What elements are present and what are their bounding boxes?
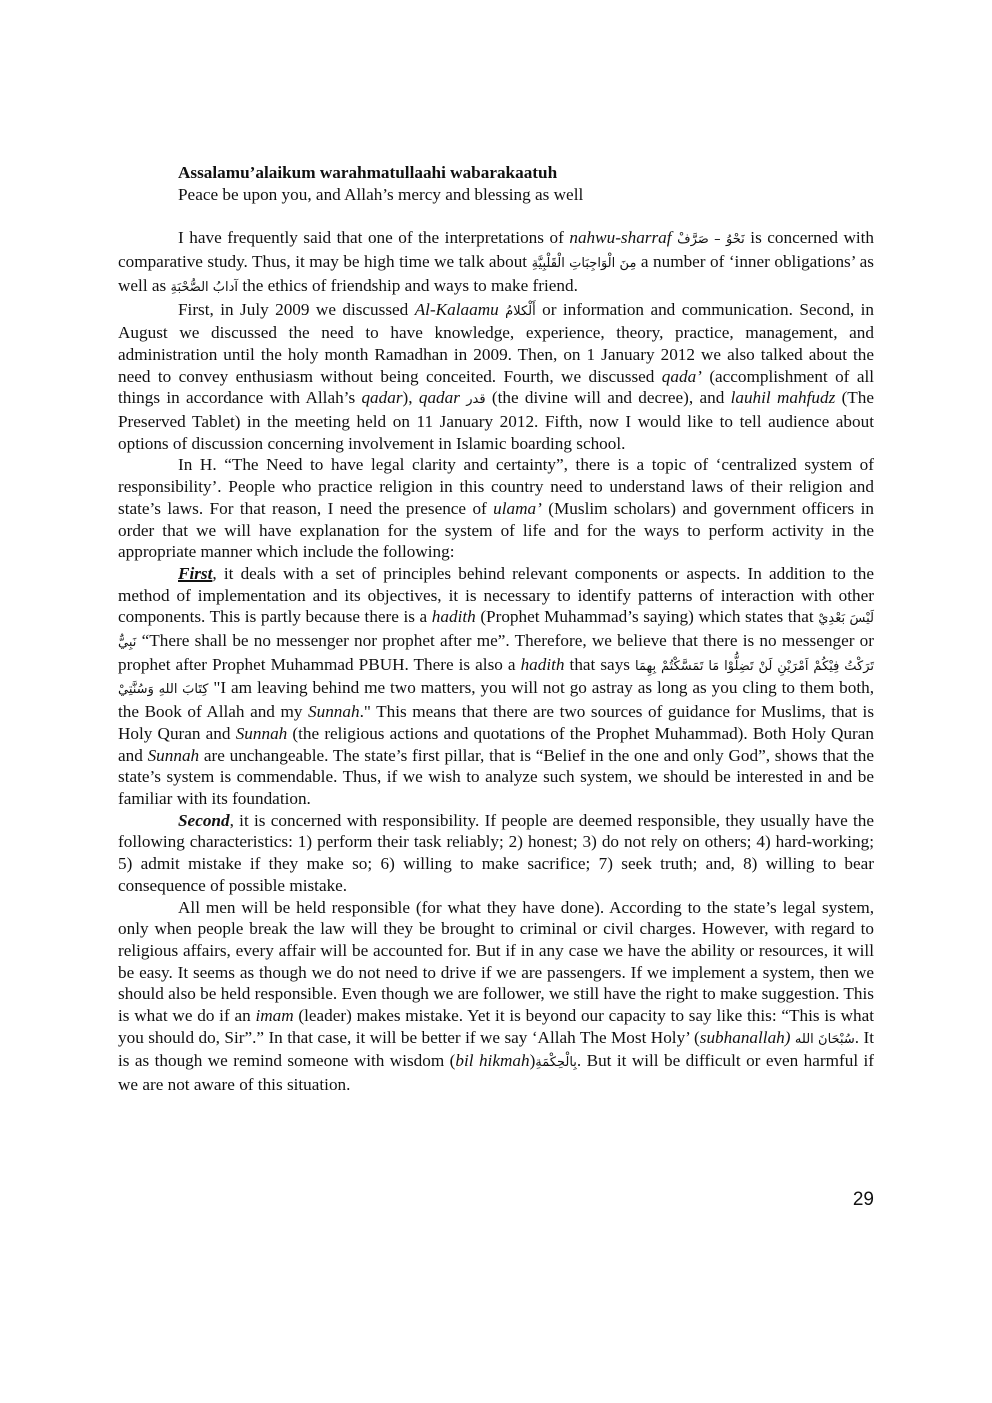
text: (leader) makes mistake. Yet it is beyond our capacity to say like this: “This is what you should do, Sir”.” In that case, it will be better if we say ‘Allah The Most Holy’ ( [118, 1006, 875, 1047]
italic-term: qada’ [661, 366, 702, 386]
text: All men will be held responsible (for what they have done). According to the state’s legal system, only when people break the law will they be brought to criminal or civil charges. However, with regard to religious affairs, every affair will be accounted for. But if in any case we have the ability or resources, it will be easy. It seems as though we do not need to drive if we are passengers. If we implement a system, then we should also be held responsible. Even though we are follower, we still have the right to make suggestion. This is what we do if an [118, 897, 874, 1026]
text: (accomplishment of all things in accordance with Allah’s [118, 366, 874, 408]
text: In H. “The Need to have legal clarity and certainty”, there is a topic of ‘centralized system of responsibility’. People who practice religion in this country need to understand laws of their religion and state’s laws. For that reason, I need the presence of [118, 455, 874, 518]
text: , it is concerned with responsibility. If people are deemed responsible, they usually have the following characteristics: 1) perform their task reliably; 2) honest; 3) do not rely on others; 4) hard-working; 5) admit mistake if they make so; 6) willing to make sacrifice; 7) seek truth; and, 8) willing to bear consequence of possible mistake. [118, 810, 874, 895]
text: or information and communication. Second, in August we discussed the need to have knowledge, experience, theory, practice, management, and administration until the holy month Ramadhan in 2009. Then, on 1 January 2012 we also talked about the need to convey enthusiasm without being conceited. Fourth, we discussed [118, 299, 875, 386]
text: is concerned with comparative study. Thus, it may be high time we talk about [118, 228, 875, 272]
arabic-text: آدابُ الصُّحْبَةِ [170, 279, 239, 295]
italic-term: ulama’ [493, 498, 542, 518]
italic-term: lauhil mahfudz [730, 388, 836, 408]
italic-term: imam [255, 1006, 294, 1026]
text: (Prophet Muhammad’s saying) which states that [475, 607, 819, 627]
italic-term: bil hikmah [455, 1051, 530, 1071]
paragraph-second [118, 810, 874, 897]
arabic-text: قدر [466, 392, 486, 408]
arabic-text: أَلْكلامُ [505, 303, 536, 319]
arabic-text: مِنَ الْوَاجِبَاتِ الْقَلْبِيَّةِ [531, 256, 637, 272]
text: . But it will be difficult or even harmful if we are not aware of this situation. [118, 1051, 875, 1095]
italic-term: hadith [520, 654, 565, 674]
greeting-translation: Peace be upon you, and Allah’s mercy and blessing as well [178, 184, 584, 204]
paragraph-first [118, 563, 874, 810]
greeting-title: Assalamu’alaikum warahmatullaahi wabarakaatuh [178, 163, 558, 182]
text: ." This means that there are two sources of guidance for Muslims, that is Holy Quran and [118, 702, 875, 743]
arabic-text: تَرَكْتُ فِيْكُمْ اَمْرَيْنِ لَنْ تَضِلُّوْا مَا تَمَسَّكْتُمْ بِهِمَا كِتَابَ اللهِ وَسُنَّتِيْ [118, 658, 875, 698]
paragraph-interpretations [118, 227, 874, 298]
italic-term: qadar [361, 388, 403, 408]
text: ), [402, 388, 419, 408]
text: . It is as though we remind someone with wisdom ( [118, 1027, 874, 1071]
italic-term: Sunnah [147, 745, 200, 765]
text: (Muslim scholars) and government officers in order that we will have explanation for the system of life and for the ways to perform activity in the appropriate manner which include the following: [118, 498, 874, 562]
italic-term: hadith [431, 607, 476, 627]
text: (the religious actions and quotations of the Prophet Muhammad). Both Holy Quran and [118, 723, 874, 765]
arabic-text: سُبْحَانَ الله [794, 1031, 855, 1047]
text: the ethics of friendship and ways to make friend. [238, 275, 578, 295]
paragraph-legal-clarity [118, 454, 874, 563]
text: a number of ‘inner obligations’ as well as [118, 252, 874, 295]
spacer [118, 205, 874, 227]
text: ) [529, 1051, 536, 1071]
arabic-text: لَيْسَ بَعْدِيْ نَبِيٌّ [118, 611, 874, 651]
document-page [118, 162, 874, 1096]
text: that says [564, 654, 636, 674]
text: “There shall be no messenger nor prophet after me”. Therefore, we believe that there is no messenger or prophet after Prophet Muhammad PBUH. There is also a [118, 631, 874, 674]
text: "I am leaving behind me two matters, you will not go astray as long as you cling to them both, the Book of Allah and my [118, 678, 875, 722]
text: are unchangeable. The state’s first pillar, that is “Belief in the one and only God”, shows that the state’s system is commendable. Thus, if we wish to analyze such system, we should be interested in and be familiar with its foundation. [118, 745, 874, 808]
second-heading: Second [178, 810, 230, 830]
text: (The Preserved Tablet) in the meeting held on 11 January 2012. Fifth, now I would like to tell audience about options of discussion concerning involvement in Islamic boarding school. [118, 388, 875, 453]
italic-term: qadar [418, 388, 460, 408]
arabic-text: نَحْوُ – صَرَّفْ [677, 232, 745, 248]
text: , it deals with a set of principles behind relevant components or aspects. In addition to the method of implementation and its objectives, it is necessary to identify patterns of interaction with other components. This is partly because there is a [118, 563, 874, 627]
italic-term: Sunnah [308, 702, 360, 722]
paragraph-previous-discussions [118, 299, 874, 455]
text: (the divine will and decree), and [485, 388, 731, 408]
italic-term: Sunnah [235, 723, 288, 743]
arabic-text: بِالْحِكْمَةِ [535, 1055, 577, 1071]
italic-term: nahwu-sharraf [569, 228, 672, 248]
first-heading: First [178, 563, 213, 583]
text: First, in July 2009 we discussed [178, 299, 415, 319]
paragraph-responsibility [118, 897, 874, 1096]
page-number: 29 [852, 1189, 874, 1210]
italic-term: Al-Kalaamu [414, 299, 499, 319]
text: I have frequently said that one of the interpretations of [178, 228, 570, 248]
italic-term: subhanallah) [699, 1027, 791, 1047]
